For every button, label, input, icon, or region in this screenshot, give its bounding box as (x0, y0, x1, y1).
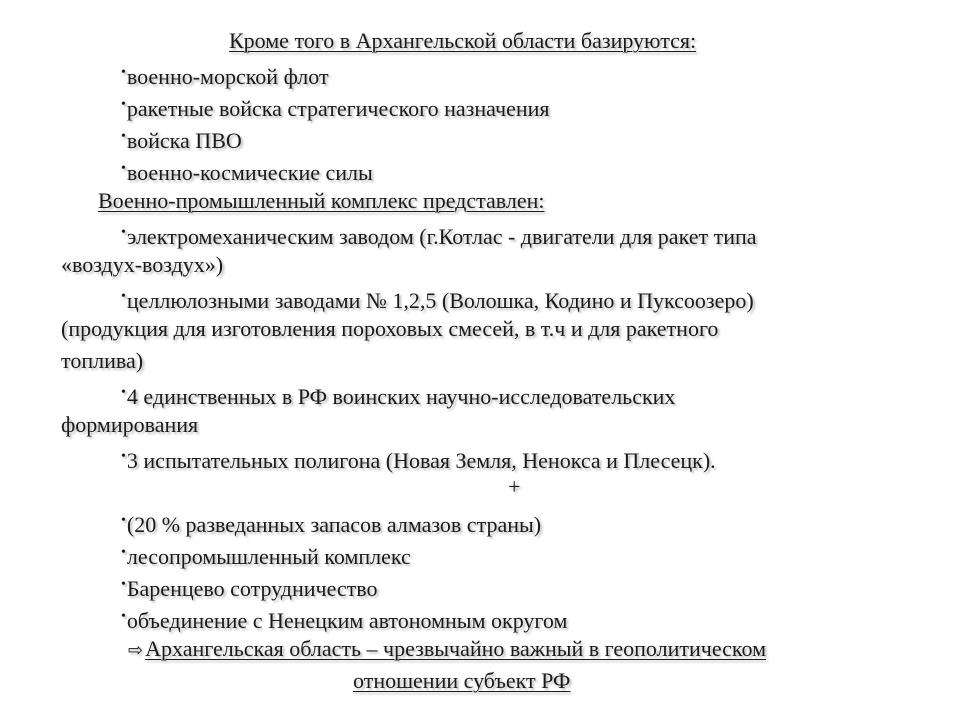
bullet-icon: • (121, 577, 126, 592)
bullet-icon: • (121, 65, 126, 80)
bullet-icon: • (121, 225, 126, 240)
list-item: •объединение с Ненецким автономным округом (121, 602, 567, 636)
heading-military-industrial: Военно-промышленный комплекс представлен: (98, 188, 545, 213)
arrow-right-icon: ⇨ (128, 640, 144, 661)
list-item-continuation: топлива) (61, 348, 144, 373)
list-item-continuation: формирования (61, 412, 199, 437)
list-item: •3 испытательных полигона (Новая Земля, Ненокса и Плесецк). (121, 442, 716, 476)
list-item-continuation: «воздух-воздух») (61, 252, 224, 277)
conclusion-line-2: отношении субъект РФ (353, 668, 571, 693)
list-item: •4 единственных в РФ воинских научно-исследовательских (121, 378, 675, 412)
bullet-icon: • (121, 609, 126, 624)
list-item: •военно-морской флот (121, 58, 329, 92)
list-item: •электромеханическим заводом (г.Котлас - двигатели для ракет типа (121, 218, 757, 252)
bullet-icon: • (121, 513, 126, 528)
list-item: •военно-космические силы (121, 154, 373, 188)
bullet-icon: • (121, 97, 126, 112)
bullet-icon: • (121, 161, 126, 176)
bullet-icon: • (121, 449, 126, 464)
list-item: •(20 % разведанных запасов алмазов страны) (121, 506, 541, 540)
list-item: •лесопромышленный комплекс (121, 538, 411, 572)
bullet-icon: • (121, 385, 126, 400)
list-item: •целлюлозными заводами № 1,2,5 (Волошка, Кодино и Пуксоозеро) (121, 282, 754, 316)
bullet-icon: • (121, 129, 126, 144)
list-item: •войска ПВО (121, 122, 242, 156)
plus-sign: + (508, 474, 521, 499)
list-item: •Баренцево сотрудничество (121, 570, 378, 604)
bullet-icon: • (121, 545, 126, 560)
heading-based-forces: Кроме того в Архангельской области базируются: (229, 28, 697, 53)
list-item-continuation: (продукция для изготовления пороховых смесей, в т.ч и для ракетного (61, 316, 719, 341)
bullet-icon: • (121, 289, 126, 304)
conclusion-line: ⇨Архангельская область – чрезвычайно важный в геополитическом (128, 636, 766, 661)
list-item: •ракетные войска стратегического назначения (121, 90, 550, 124)
